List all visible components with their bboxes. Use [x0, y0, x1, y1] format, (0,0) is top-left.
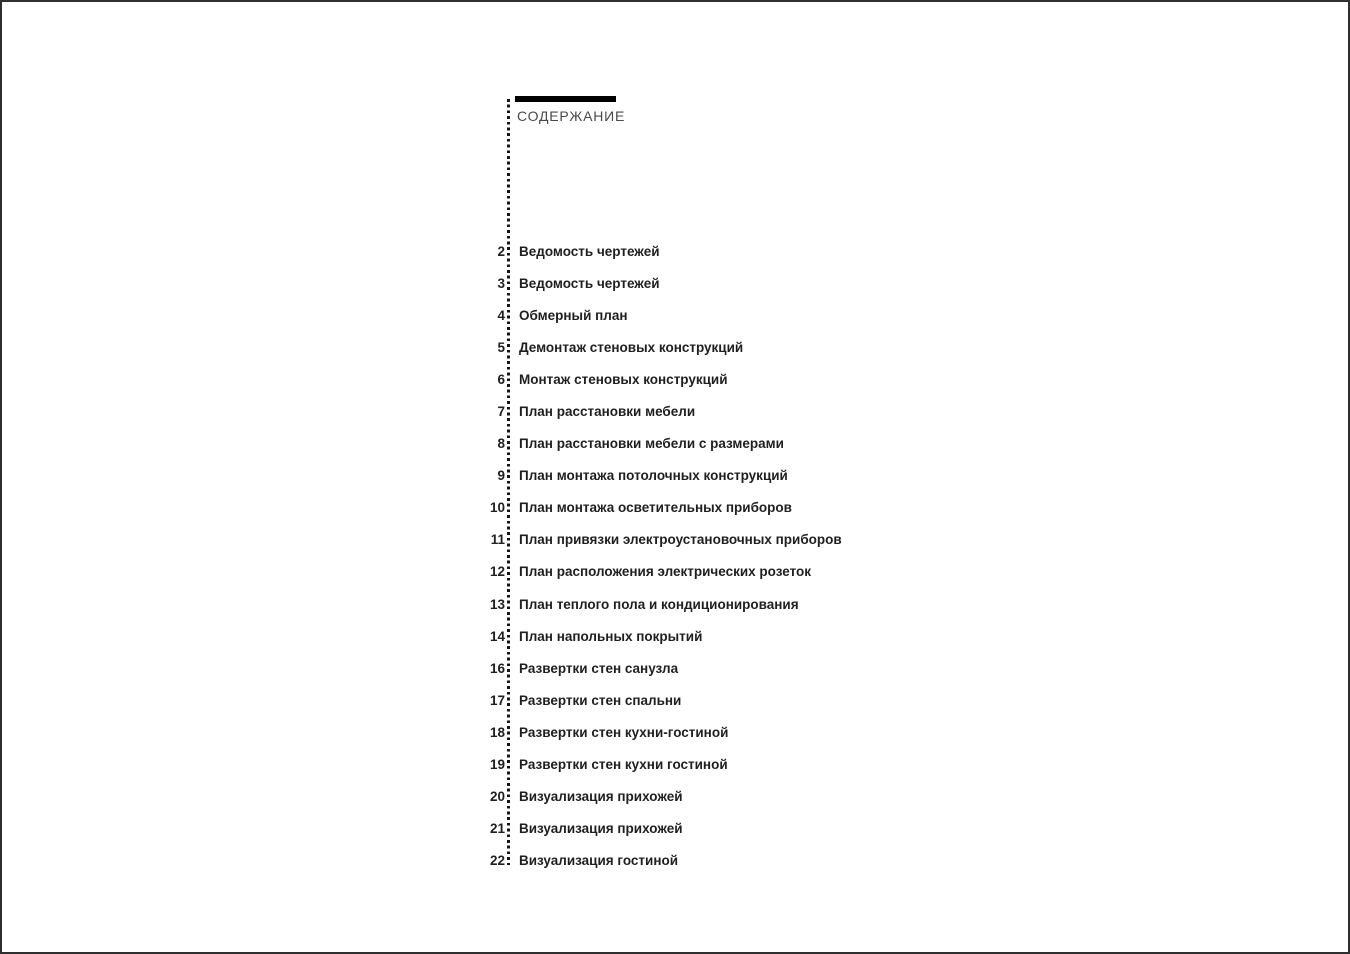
toc-page-number: 17 — [489, 692, 505, 708]
toc-page-number: 3 — [497, 275, 505, 291]
toc-entry-title: План привязки электроустановочных приборов — [519, 532, 842, 548]
toc-entry-title: Развертки стен спальни — [519, 692, 682, 708]
toc-row — [2, 684, 1348, 716]
toc-row — [2, 716, 1348, 748]
toc-row — [2, 460, 1348, 492]
toc-page-number: 19 — [489, 757, 505, 773]
toc-page-number: 13 — [489, 596, 505, 612]
toc-entry-title: План расстановки мебели с размерами — [519, 436, 784, 452]
toc-page-number: 20 — [489, 789, 505, 805]
header-accent-bar — [515, 96, 616, 102]
toc-row — [2, 749, 1348, 781]
toc-row — [2, 556, 1348, 588]
toc-page-number: 8 — [497, 436, 505, 452]
toc-entry-title: Демонтаж стеновых конструкций — [519, 339, 744, 355]
toc-entry-title: План теплого пола и кондиционирования — [519, 596, 799, 612]
toc-entry-title: План расположения электрических розеток — [519, 564, 812, 580]
toc-entry-title: Развертки стен санузла — [519, 660, 679, 676]
toc-page-number: 5 — [497, 339, 505, 355]
toc-entry-title: План напольных покрытий — [519, 628, 703, 644]
toc-row — [2, 652, 1348, 684]
toc-page-number: 11 — [490, 532, 505, 548]
toc-row — [2, 299, 1348, 331]
toc-page-number: 10 — [489, 500, 505, 516]
toc-entry-title: План монтажа потолочных конструкций — [519, 468, 788, 484]
toc-entry-title: Развертки стен кухни-гостиной — [519, 724, 729, 740]
toc-page-number: 12 — [489, 564, 505, 580]
toc-page-number: 22 — [489, 853, 505, 869]
toc-entry-title: Ведомость чертежей — [519, 243, 660, 259]
toc-entry-title: План расстановки мебели — [519, 404, 696, 420]
toc-entry-title: План монтажа осветительных приборов — [519, 500, 792, 516]
toc-entry-title: Монтаж стеновых конструкций — [519, 371, 728, 387]
toc-page-number: 21 — [489, 821, 505, 837]
toc-row — [2, 492, 1348, 524]
toc-entry-title: Обмерный план — [519, 307, 628, 323]
toc-row — [2, 395, 1348, 427]
toc-entry-title: Визуализация прихожей — [519, 821, 683, 837]
toc-row — [2, 235, 1348, 267]
toc-row — [2, 267, 1348, 299]
toc-entry-title: Визуализация прихожей — [519, 789, 683, 805]
toc-row — [2, 781, 1348, 813]
toc-page-number: 4 — [497, 307, 505, 323]
toc-row — [2, 524, 1348, 556]
toc-entry-title: Развертки стен кухни гостиной — [519, 757, 728, 773]
toc-list — [2, 235, 1348, 877]
toc-row — [2, 845, 1348, 877]
toc-entry-title: Ведомость чертежей — [519, 275, 660, 291]
toc-page-number: 7 — [497, 404, 505, 420]
toc-row — [2, 428, 1348, 460]
toc-page-number: 2 — [497, 243, 505, 259]
toc-row — [2, 813, 1348, 845]
toc-page-number: 9 — [497, 468, 505, 484]
page-title: СОДЕРЖАНИЕ — [517, 108, 626, 124]
toc-row — [2, 588, 1348, 620]
toc-row — [2, 363, 1348, 395]
toc-row — [2, 620, 1348, 652]
toc-entry-title: Визуализация гостиной — [519, 853, 679, 869]
toc-page-number: 16 — [489, 660, 505, 676]
toc-page-number: 14 — [489, 628, 505, 644]
toc-page-number: 18 — [489, 724, 505, 740]
toc-page-number: 6 — [497, 371, 505, 387]
toc-row — [2, 331, 1348, 363]
